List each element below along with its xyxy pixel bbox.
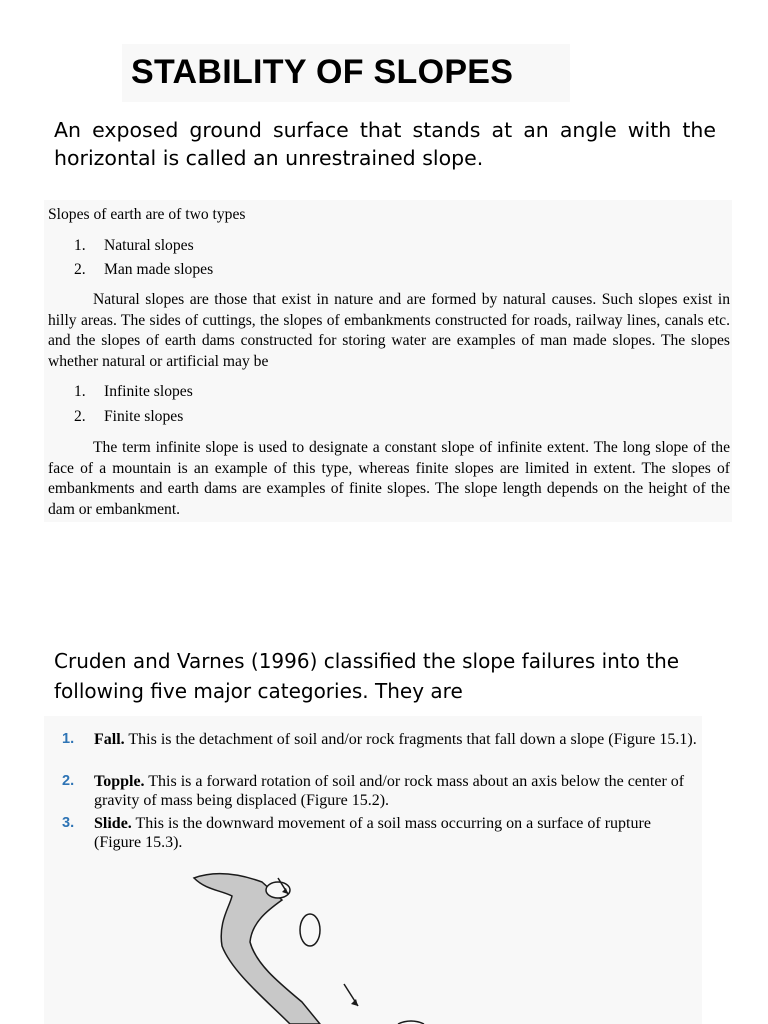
- list-item: 3. Slide. This is the downward movement of a soil mass occurring on a surface of rupture (Figure 15.3).: [62, 815, 651, 851]
- rock-fragment: [300, 914, 320, 946]
- soil-slope-shape: [194, 874, 320, 1024]
- page-title: STABILITY OF SLOPES: [131, 53, 514, 91]
- natural-slopes-paragraph: Natural slopes are those that exist in nature and are formed by natural causes. Such slopes exist in hilly areas. The sides of cuttings, the slopes of embankments constructed for roads, railway lines, canals etc. and the slopes of earth dams constructed for storing water are examples of man made slopes. The slopes whether natural or artificial may be: [48, 291, 730, 370]
- list-item: 2. Man made slopes: [74, 261, 214, 278]
- list-item: 1. Infinite slopes: [74, 383, 193, 400]
- list-item: 2. Finite slopes: [74, 408, 184, 425]
- slope-types-lead: Slopes of earth are of two types: [48, 206, 246, 223]
- classification-paragraph: Cruden and Varnes (1996) classified the slope failures into the following five major categories. They are: [54, 649, 680, 703]
- list-item: 1. Natural slopes: [74, 237, 194, 254]
- infinite-slope-paragraph: The term infinite slope is used to designate a constant slope of infinite extent. The long slope of the face of a mountain is an example of this type, whereas finite slopes are limited in extent. The slopes of embankments and earth dams are examples of finite slopes. The slope length depends on the height of the dam or embankment.: [48, 439, 730, 518]
- scanned-text-block-slope-types: [44, 200, 732, 522]
- intro-paragraph: An exposed ground surface that stands at an angle with the horizontal is called an unrestrained slope.: [54, 118, 716, 170]
- list-item: 1. Fall. This is the detachment of soil and/or rock fragments that fall down a slope (Figure 15.1).: [62, 731, 697, 748]
- list-item: 2. Topple. This is a forward rotation of soil and/or rock mass about an axis below the center of gravity of mass being displaced (Figure 15.2).: [62, 773, 685, 809]
- fall-figure-illustration: [170, 860, 530, 1024]
